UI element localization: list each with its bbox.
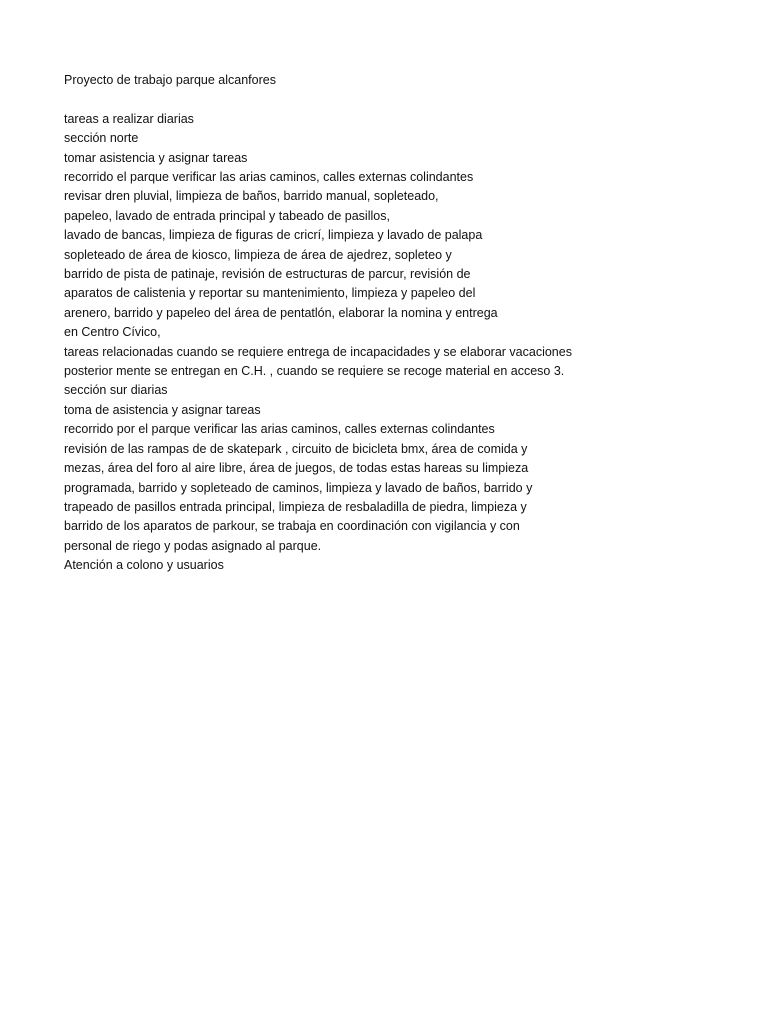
- text-line: Atención a colono y usuarios: [64, 558, 224, 573]
- text-line: tareas relacionadas cuando se requiere entrega de incapacidades y se elaborar vacaciones: [64, 344, 572, 359]
- text-line: aparatos de calistenia y reportar su mantenimiento, limpieza y papeleo del: [64, 286, 476, 301]
- text-line: revisar dren pluvial, limpieza de baños, barrido manual, sopleteado,: [64, 189, 439, 204]
- text-line: barrido de pista de patinaje, revisión de estructuras de parcur, revisión de: [64, 267, 471, 282]
- text-line: trapeado de pasillos entrada principal, limpieza de resbaladilla de piedra, limpieza y: [64, 499, 527, 514]
- text-line: posterior mente se entregan en C.H. , cuando se requiere se recoge material en acceso 3.: [64, 364, 565, 379]
- text-line: sección sur diarias: [64, 383, 168, 398]
- text-line: sopleteado de área de kiosco, limpieza de área de ajedrez, sopleteo y: [64, 247, 452, 262]
- text-line: mezas, área del foro al aire libre, área de juegos, de todas estas hareas su limpieza: [64, 461, 529, 476]
- text-line: tomar asistencia y asignar tareas: [64, 150, 248, 165]
- text-line: papeleo, lavado de entrada principal y tabeado de pasillos,: [64, 208, 390, 223]
- text-line: programada, barrido y sopleteado de caminos, limpieza y lavado de baños, barrido y: [64, 480, 533, 495]
- text-line: sección norte: [64, 131, 139, 146]
- text-line: en Centro Cívico,: [64, 325, 161, 340]
- text-line: arenero, barrido y papeleo del área de pentatlón, elaborar la nomina y entrega: [64, 305, 498, 320]
- document-title: Proyecto de trabajo parque alcanfores: [64, 73, 276, 87]
- text-line: tareas a realizar diarias: [64, 111, 194, 126]
- text-line: lavado de bancas, limpieza de figuras de cricrí, limpieza y lavado de palapa: [64, 228, 483, 243]
- document-page: [64, 71, 704, 576]
- text-line: personal de riego y podas asignado al parque.: [64, 538, 322, 553]
- text-line: revisión de las rampas de de skatepark , circuito de bicicleta bmx, área de comida y: [64, 441, 528, 456]
- text-line: recorrido el parque verificar las arias caminos, calles externas colindantes: [64, 170, 474, 185]
- text-line: recorrido por el parque verificar las arias caminos, calles externas colindantes: [64, 422, 495, 437]
- text-line: barrido de los aparatos de parkour, se trabaja en coordinación con vigilancia y con: [64, 519, 520, 534]
- text-line: toma de asistencia y asignar tareas: [64, 402, 261, 417]
